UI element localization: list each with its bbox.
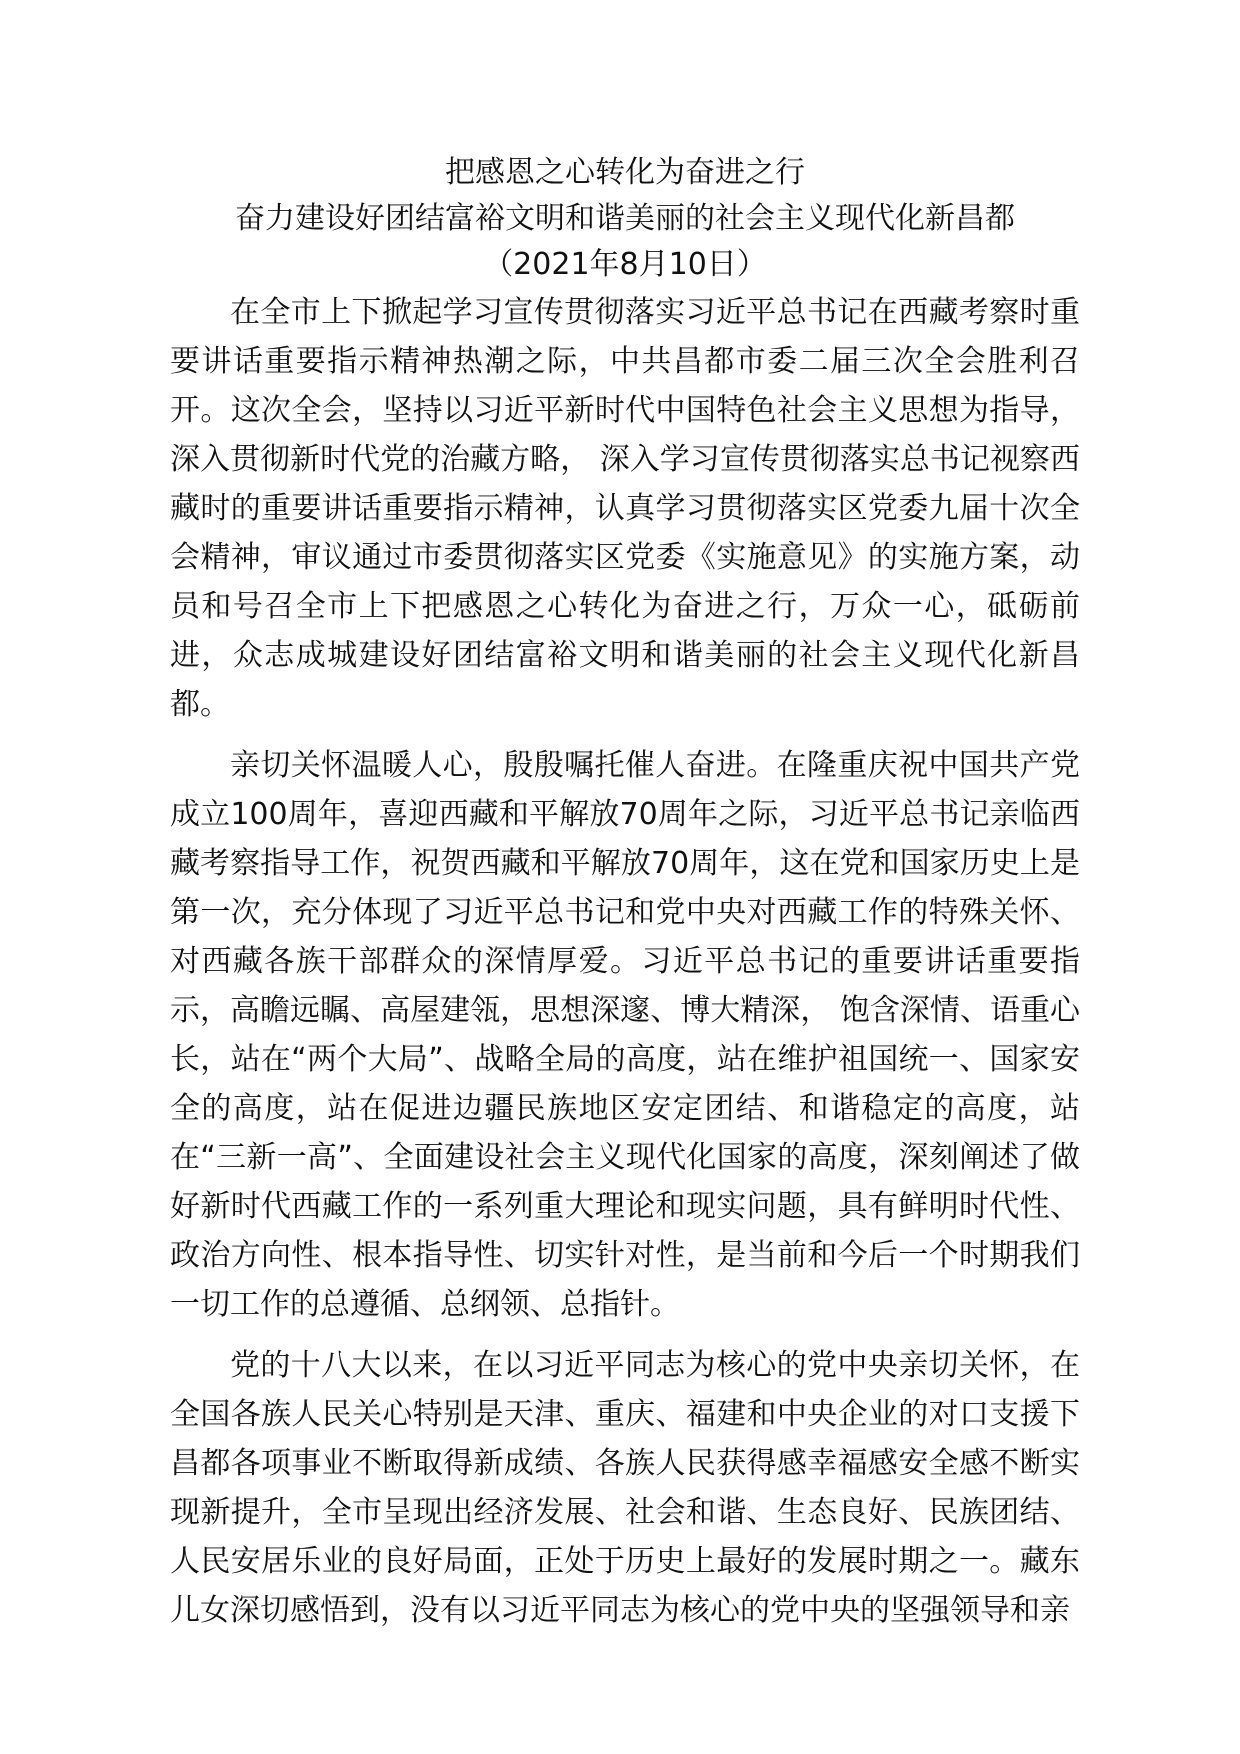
document-subtitle: 奋力建设好团结富裕文明和谐美丽的社会主义现代化新昌都 <box>235 201 1015 236</box>
body-paragraph: 亲切关怀温暖人心，殷殷嘱托催人奋进。在隆重庆祝中国共产党成立100周年，喜迎西藏和平解放70周年之际，习近平总书记亲临西藏考察指导工作，祝贺西藏和平解放70周年，这在党和国家历史上是第一次，充分体现了习近平总书记和党中央对西藏工作的特殊关怀、对西藏各族干部群众的深情厚爱。习近平总书记的重要讲话重要指示，高瞻远瞩、高屋建瓴，思想深邃、博大精深， 饱含深情、语重心长，站在“两个大局”、战略全局的高度，站在维护祖国统一、国家安全的高度，站在促进边疆民族地区安定团结、和谐稳定的高度，站在“三新一高”、全面建设社会主义现代化国家的高度，深刻阐述了做好新时代西藏工作的一系列重大理论和现实问题，具有鲜明时代性、政治方向性、根本指导性、切实针对性，是当前和今后一个时期我们一切工作的总遵循、总纲领、总指针。 <box>170 748 1080 1322</box>
document-title: 把感恩之心转化为奋进之行 <box>445 155 805 190</box>
body-paragraph: 党的十八大以来，在以习近平同志为核心的党中央亲切关怀，在全国各族人民关心特别是天津、重庆、福建和中央企业的对口支援下昌都各项事业不断取得新成绩、各族人民获得感幸福感安全感不断实现新提升，全市呈现出经济发展、社会和谐、生态良好、民族团结、人民安居乐业的良好局面，正处于历史上最好的发展时期之一。藏东儿女深切感悟到，没有以习近平同志为核心的党中央的坚强领导和亲 <box>170 1348 1080 1628</box>
body-paragraph: 在全市上下掀起学习宣传贯彻落实习近平总书记在西藏考察时重要讲话重要指示精神热潮之际，中共昌都市委二届三次全会胜利召开。这次全会，坚持以习近平新时代中国特色社会主义思想为指导，深入贯彻新时代党的治藏方略， 深入学习宣传贯彻落实总书记视察西藏时的重要讲话重要指示精神，认真学习贯彻落实区党委九届十次全会精神，审议通过市委贯彻落实区党委《实施意见》的实施方案，动员和号召全市上下把感恩之心转化为奋进之行，万众一心，砥砺前进，众志成城建设好团结富裕文明和谐美丽的社会主义现代化新昌都。 <box>170 295 1080 722</box>
document-date: （2021年8月10日） <box>483 247 767 282</box>
document-page <box>170 150 1080 1635</box>
